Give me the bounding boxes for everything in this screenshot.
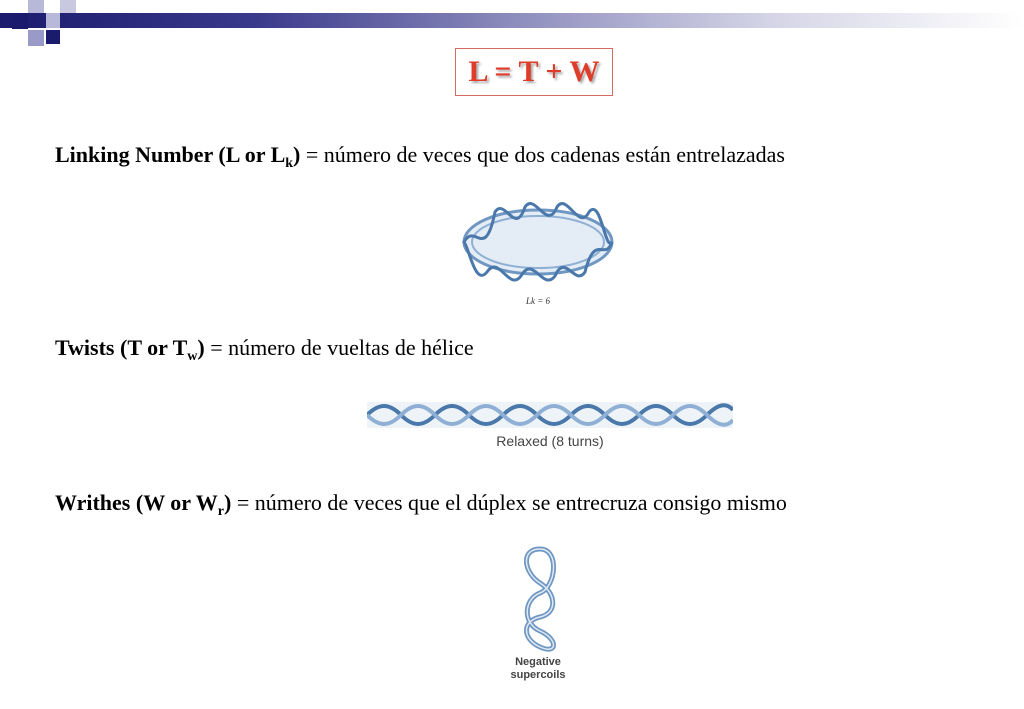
definition-text: = número de veces que dos cadenas están entrelazadas <box>300 142 785 167</box>
header-square-light-2 <box>60 0 76 13</box>
definition-writhes <box>55 490 787 520</box>
header-square-low <box>28 30 44 46</box>
writhe-caption-line2: supercoils <box>510 669 566 681</box>
title-box <box>455 48 613 96</box>
term-subscript: w <box>187 349 198 364</box>
writhe-caption-line1: Negative <box>515 656 561 668</box>
definition-twists <box>55 335 474 365</box>
relaxed-helix-illustration <box>367 398 733 454</box>
twist-figure <box>367 398 733 454</box>
term-subscript: r <box>217 504 224 519</box>
term-close: ) <box>223 490 232 515</box>
header-square-dark <box>12 13 28 29</box>
twist-caption: Relaxed (8 turns) <box>496 433 604 449</box>
linking-caption: Lk = 6 <box>525 296 551 306</box>
header-square-light <box>28 0 44 13</box>
term-subscript: k <box>285 156 294 171</box>
term-linking-number: Linking Number (L or L <box>55 142 286 167</box>
term-writhes: Writhes (W or W <box>55 490 218 515</box>
linking-number-figure <box>455 192 621 310</box>
supercoil-illustration <box>500 543 580 685</box>
page-title: L = T + W <box>468 55 600 88</box>
writhe-figure <box>500 543 580 685</box>
definition-text: = número de vueltas de hélice <box>204 335 474 360</box>
definition-linking-number <box>55 142 785 172</box>
definition-text: = número de veces que el dúplex se entrecruza consigo mismo <box>231 490 787 515</box>
circular-dna-illustration <box>455 192 621 310</box>
header-square-mid <box>46 13 60 28</box>
header-gradient-bar <box>0 13 1024 28</box>
term-twists: Twists (T or T <box>55 335 188 360</box>
term-close: ) <box>197 335 205 360</box>
header-square-low-dark <box>46 30 60 44</box>
term-close: ) <box>293 142 301 167</box>
